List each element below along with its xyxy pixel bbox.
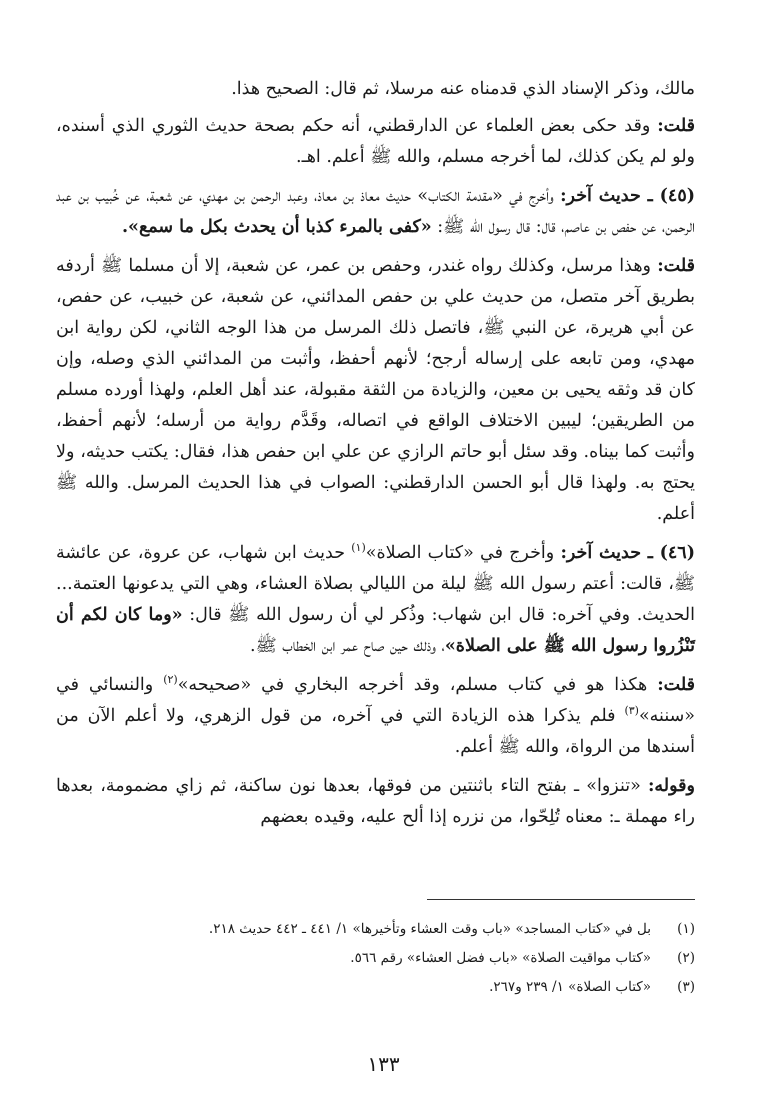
- paragraph-lead: قلت:: [657, 675, 695, 695]
- footnote-number: (١): [677, 921, 695, 937]
- paragraph-note-3: [56, 670, 695, 763]
- hadith-heading: (٤٦) ـ حديث آخر:: [560, 543, 695, 563]
- hadith-quote: «كفى بالمرء كذبا أن يحدث بكل ما سمع».: [121, 217, 432, 237]
- footnote-item: [56, 944, 695, 973]
- footnote-ref-2[interactable]: (٢): [163, 673, 178, 687]
- footnote-item: [56, 915, 695, 944]
- footnote-number: (٣): [677, 979, 695, 995]
- hadith-quote: «وما كان لكم أن تَنْزُروا رسول الله ﷺ على الصلاة»: [56, 605, 695, 656]
- hadith-heading: (٤٥) ـ حديث آخر:: [560, 186, 696, 206]
- footnote-text: بل في «كتاب المساجد» «باب وقت العشاء وتأخيرها» ١/ ٤٤١ ـ ٤٤٢ حديث ٢١٨.: [208, 921, 651, 937]
- paragraph-text: وهذا مرسل، وكذلك رواه غندر، وحفص بن عمر، عن شعبة، إلا أن مسلما ﷺ أردفه بطريق آخر متصل، من حديث علي بن حفص المدائني، عن شعبة، عن خبيب، عن حفص، عن أبي هريرة، عن النبي ﷺ، فاتصل ذلك المرسل من هذا الوجه الثاني، لكن رواية ابن مهدي، ومن تابعه على إرساله أرجح؛ لأنهم أحفظ، وأثبت من المدائني الذي وصله، وإن كان قد وثقه يحيى بن معين، والزيادة من الثقة مقبولة، عند أهل العلم، ولهذا أورده مسلم من الطريقين؛ ليبين الاختلاف الواقع في اتصاله، وقَدَّم رواية من أرسله؛ لأنهم أحفظ، وأثبت كما بيناه. وقد سئل أبو حاتم الرازي عن علي ابن حفص هذا، فقال: يكتب حديثه، ولا يحتج به. ولهذا قال أبو الحسن الدارقطني: الصواب في هذا الحديث المرسل. والله ﷺ أعلم.: [56, 256, 695, 524]
- paragraph-text: مالك، وذكر الإسناد الذي قدمناه عنه مرسلا، ثم قال: الصحيح هذا.: [231, 79, 695, 99]
- paragraph-text: «تنزوا» ـ بفتح التاء باثنتين من فوقها، بعدها نون ساكنة، ثم زاي مضمومة، بعدها راء مهملة ـ: معناه تُلِحّوا، من نزره إذا ألح عليه، وقيده بعضهم: [56, 776, 695, 827]
- paragraph-continuation: [56, 74, 695, 105]
- paragraph-text: فلم يذكرا هذه الزيادة التي في آخره، من قول الزهري، ولا أعلم الآن من أسندها من الرواة، والله ﷺ أعلم.: [56, 706, 695, 757]
- paragraph-text: هكذا هو في كتاب مسلم، وقد أخرجه البخاري في «صحيحه»: [177, 675, 658, 695]
- paragraph-text: وأخرج في «مقدمة الكتاب» حديث معاذ بن معاذ، وعبد الرحمن بن مهدي، عن شعبة، عن خُبيب بن عبد الرحمن، عن حفص بن عاصم، قال: قال رسول الله ﷺ:: [56, 186, 695, 237]
- paragraph-hadith-45: [56, 181, 695, 243]
- paragraph-lead: قلت:: [657, 116, 695, 136]
- paragraph-text: وأخرج في «كتاب الصلاة»: [365, 543, 561, 563]
- footnote-text: «كتاب مواقيت الصلاة» «باب فضل العشاء» رقم ٥٦٦.: [350, 950, 651, 966]
- paragraph-note-1: [56, 111, 695, 173]
- paragraph-text: وقد حكى بعض العلماء عن الدارقطني، أنه حكم بصحة حديث الثوري الذي أسنده، ولو لم يكن كذلك، لما أخرجه مسلم، والله ﷺ أعلم. اهـ.: [56, 116, 695, 167]
- footnote-item: [56, 973, 695, 1002]
- paragraph-lead: وقوله:: [647, 776, 695, 796]
- paragraph-text: ، وذلك حين صاح عمر ابن الخطاب ﷺ.: [250, 636, 445, 656]
- footnote-number: (٢): [677, 950, 695, 966]
- footnote-text: «كتاب الصلاة» ١/ ٢٣٩ و٢٦٧.: [489, 979, 651, 995]
- footnotes: [56, 915, 695, 1002]
- paragraph-note-2: [56, 251, 695, 530]
- page-number: ١٣٣: [367, 1052, 400, 1076]
- paragraph-explanation: [56, 771, 695, 833]
- footnote-ref-1[interactable]: (١): [351, 541, 366, 555]
- footnote-divider: [427, 899, 695, 900]
- paragraph-text: حديث ابن شهاب، عن عروة، عن عائشة ﷺ، قالت: أعتم رسول الله ﷺ ليلة من الليالي بصلاة العشاء، وهي التي يدعونها العتمة... الحديث. وفي آخره: قال ابن شهاب: وذُكر لي أن رسول الله ﷺ قال:: [56, 543, 695, 625]
- paragraph-lead: قلت:: [657, 256, 695, 276]
- paragraph-text: والنسائي في «سننه»: [56, 675, 695, 726]
- paragraph-hadith-46: [56, 538, 695, 662]
- footnote-ref-3[interactable]: (٣): [624, 704, 639, 718]
